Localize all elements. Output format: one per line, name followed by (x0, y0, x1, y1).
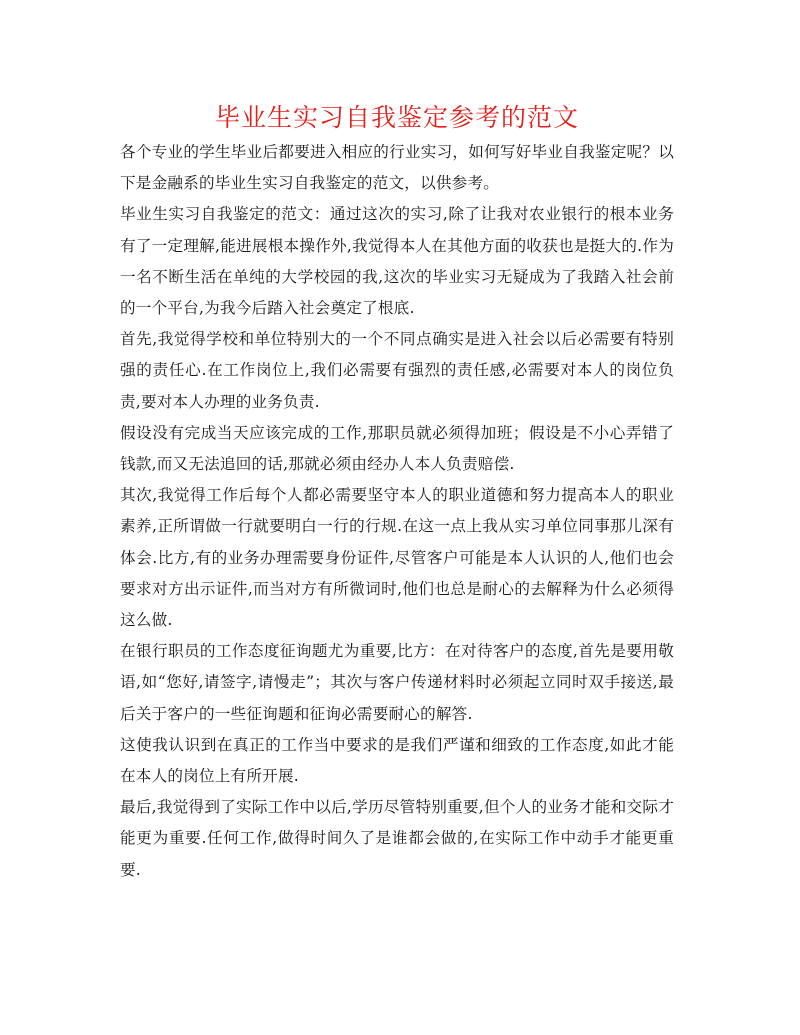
paragraph-intro: 各个专业的学生毕业后都要进入相应的行业实习，如何写好毕业自我鉴定呢？以下是金融系的毕业生实习自我鉴定的范文，以供参考。 (120, 143, 674, 193)
paragraph-ethics: 其次,我觉得工作后每个人都必需要坚守本人的职业道德和努力提高本人的职业素养,正所谓做一行就要明白一行的行规.在这一点上我从实习单位同事那儿深有体会.比方,有的业务办理需要身份证件,尽管客户可能是本人认识的人,他们也会要求对方出示证件,而当对方有所微词时,他们也总是耐心的去解释为什么必须得这么做. (120, 486, 674, 630)
paragraph-overtime: 假设没有完成当天应该完成的工作,那职员就必须得加班；假设是不小心弄错了钱款,而又无法追回的话,那就必须由经办人本人负责赔偿. (120, 423, 674, 474)
paragraph-rigor: 这使我认识到在真正的工作当中要求的是我们严谨和细致的工作态度,如此才能在本人的岗位上有所开展. (120, 735, 674, 786)
paragraph-conclusion: 最后,我觉得到了实际工作中以后,学历尽管特别重要,但个人的业务才能和交际才能更为重要.任何工作,做得时间久了是谁都会做的,在实际工作中动手才能更重要. (120, 798, 674, 879)
paragraph-attitude: 在银行职员的工作态度征询题尤为重要,比方：在对待客户的态度,首先是要用敬语,如“您好,请签字,请慢走”；其次与客户传递材料时必须起立同时双手接送,最后关于客户的一些征询题和征询必需要耐心的解答. (120, 642, 674, 723)
paragraph-responsibility: 首先,我觉得学校和单位特别大的一个不同点确实是进入社会以后必需要有特别强的责任心.在工作岗位上,我们必需要有强烈的责任感,必需要对本人的岗位负责,要对本人办理的业务负责. (120, 330, 674, 411)
document-title: 毕业生实习自我鉴定参考的范文 (214, 103, 579, 132)
paragraph-sample: 毕业生实习自我鉴定的范文：通过这次的实习,除了让我对农业银行的根本业务有了一定理解,能进展根本操作外,我觉得本人在其他方面的收获也是挺大的.作为一名不断生活在单纯的大学校园的我,这次的毕业实习无疑成为了我踏入社会前的一个平台,为我今后踏入社会奠定了根底. (120, 205, 674, 318)
